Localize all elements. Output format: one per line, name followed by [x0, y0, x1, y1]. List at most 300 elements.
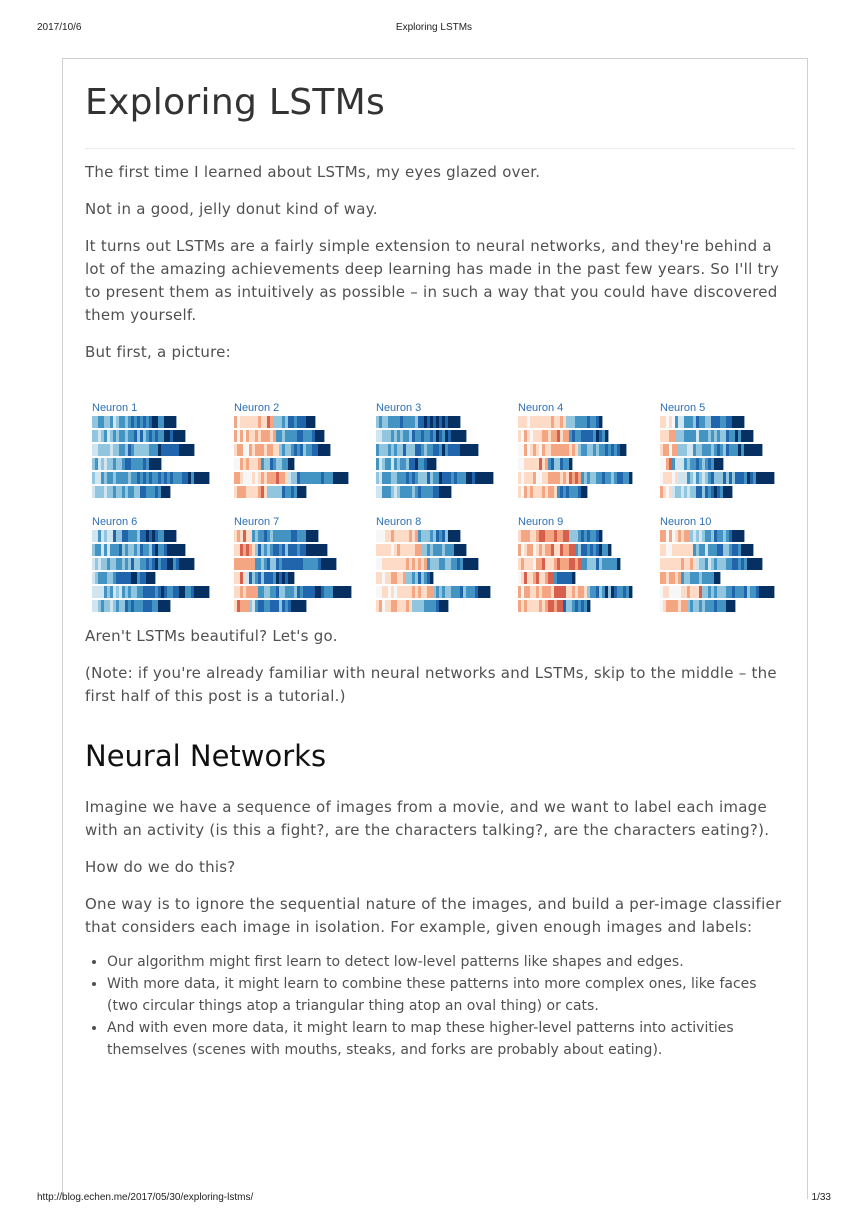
activation-cell [303, 430, 306, 442]
activation-cell [675, 586, 678, 598]
activation-cell [98, 572, 101, 584]
activation-cell [312, 444, 315, 456]
activation-cell [542, 430, 545, 442]
activation-cell [98, 416, 101, 428]
activation-cell [699, 444, 702, 456]
activation-cell [188, 558, 191, 570]
activation-cell [617, 558, 620, 570]
activation-cell [663, 458, 666, 470]
activation-cell [427, 416, 430, 428]
bullet-list [85, 951, 785, 1061]
activation-cell [158, 544, 161, 556]
activation-cell [678, 586, 681, 598]
activation-cell [693, 416, 696, 428]
activation-cell [530, 544, 533, 556]
activation-cell [267, 444, 270, 456]
activation-cell [261, 586, 264, 598]
activation-cell [149, 458, 152, 470]
activation-cell [448, 430, 451, 442]
activation-cell [382, 572, 385, 584]
activation-cell [717, 530, 720, 542]
activation-cell [412, 458, 415, 470]
activation-cell [137, 572, 140, 584]
activation-cell [107, 458, 110, 470]
activation-cell [122, 444, 125, 456]
activation-cell [533, 430, 536, 442]
activation-cell [445, 600, 448, 612]
activation-cell [738, 416, 741, 428]
activation-cell [623, 586, 626, 598]
activation-cell [536, 530, 539, 542]
activation-cell [484, 472, 487, 484]
activation-cell [717, 430, 720, 442]
activation-cell [252, 544, 255, 556]
activation-cell [110, 558, 113, 570]
activation-cell [750, 558, 753, 570]
neuron-heatmap [518, 416, 642, 506]
activation-cell [530, 416, 533, 428]
activation-cell [149, 416, 152, 428]
activation-cell [424, 416, 427, 428]
activation-cell [572, 586, 575, 598]
activation-cell [134, 458, 137, 470]
activation-cell [539, 544, 542, 556]
activation-cell [436, 416, 439, 428]
activation-cell [566, 486, 569, 498]
activation-cell [179, 430, 182, 442]
activation-cell [584, 530, 587, 542]
activation-cell [98, 544, 101, 556]
activation-cell [427, 444, 430, 456]
activation-cell [445, 558, 448, 570]
activation-cell [584, 472, 587, 484]
activation-cell [409, 430, 412, 442]
activation-cell [267, 416, 270, 428]
activation-cell [599, 544, 602, 556]
neuron-label: Neuron 1 [92, 402, 138, 414]
activation-cell [137, 416, 140, 428]
print-footer [0, 1192, 868, 1206]
activation-cell [669, 458, 672, 470]
activation-cell [412, 572, 415, 584]
activation-cell [173, 558, 176, 570]
activation-cell [714, 416, 717, 428]
activation-cell [699, 458, 702, 470]
activation-cell [246, 416, 249, 428]
activation-cell [149, 530, 152, 542]
activation-cell [521, 444, 524, 456]
activation-cell [128, 600, 131, 612]
activation-cell [729, 586, 732, 598]
activation-cell [660, 600, 663, 612]
activation-cell [282, 586, 285, 598]
activation-cell [711, 416, 714, 428]
activation-cell [711, 586, 714, 598]
activation-cell [708, 458, 711, 470]
activation-cell [560, 572, 563, 584]
activation-cell [255, 444, 258, 456]
neuron-heatmap [518, 530, 642, 620]
activation-cell [702, 458, 705, 470]
activation-cell [149, 586, 152, 598]
activation-cell [288, 530, 291, 542]
activation-cell [548, 444, 551, 456]
activation-cell [291, 458, 294, 470]
activation-cell [684, 416, 687, 428]
activation-cell [140, 486, 143, 498]
activation-cell [611, 472, 614, 484]
activation-cell [711, 530, 714, 542]
activation-cell [545, 558, 548, 570]
activation-cell [258, 600, 261, 612]
activation-cell [167, 586, 170, 598]
activation-cell [536, 558, 539, 570]
activation-cell [101, 600, 104, 612]
activation-cell [113, 444, 116, 456]
activation-cell [765, 586, 768, 598]
activation-cell [672, 458, 675, 470]
activation-cell [578, 530, 581, 542]
activation-cell [412, 444, 415, 456]
activation-cell [237, 586, 240, 598]
activation-cell [252, 416, 255, 428]
activation-cell [454, 444, 457, 456]
activation-cell [315, 472, 318, 484]
activation-cell [309, 530, 312, 542]
activation-cell [705, 600, 708, 612]
activation-cell [684, 430, 687, 442]
activation-cell [415, 600, 418, 612]
activation-cell [303, 472, 306, 484]
activation-cell [101, 558, 104, 570]
activation-cell [629, 472, 632, 484]
neuron-panel [660, 516, 784, 620]
activation-cell [587, 444, 590, 456]
activation-cell [125, 416, 128, 428]
activation-cell [660, 530, 663, 542]
activation-cell [294, 544, 297, 556]
activation-cell [261, 472, 264, 484]
activation-cell [669, 544, 672, 556]
activation-cell [140, 544, 143, 556]
activation-cell [161, 430, 164, 442]
activation-cell [255, 458, 258, 470]
activation-cell [572, 486, 575, 498]
activation-cell [140, 472, 143, 484]
activation-cell [436, 600, 439, 612]
activation-cell [98, 600, 101, 612]
activation-cell [720, 458, 723, 470]
activation-cell [687, 486, 690, 498]
neuron-heatmap [92, 416, 216, 506]
activation-cell [324, 472, 327, 484]
activation-cell [705, 430, 708, 442]
activation-cell [699, 530, 702, 542]
activation-cell [161, 586, 164, 598]
activation-cell [324, 586, 327, 598]
activation-cell [684, 530, 687, 542]
activation-cell [255, 430, 258, 442]
activation-cell [403, 458, 406, 470]
activation-cell [379, 472, 382, 484]
activation-cell [536, 416, 539, 428]
activation-cell [530, 586, 533, 598]
activation-cell [116, 430, 119, 442]
activation-cell [391, 558, 394, 570]
activation-cell [164, 600, 167, 612]
activation-cell [451, 444, 454, 456]
activation-cell [246, 600, 249, 612]
activation-cell [427, 544, 430, 556]
activation-cell [152, 430, 155, 442]
activation-cell [660, 544, 663, 556]
activation-cell [403, 572, 406, 584]
activation-cell [554, 416, 557, 428]
activation-cell [672, 444, 675, 456]
activation-cell [388, 472, 391, 484]
activation-cell [593, 444, 596, 456]
activation-cell [98, 530, 101, 542]
activation-cell [164, 416, 167, 428]
activation-cell [282, 472, 285, 484]
activation-cell [276, 544, 279, 556]
activation-cell [554, 486, 557, 498]
activation-cell [675, 530, 678, 542]
activation-cell [376, 430, 379, 442]
activation-cell [563, 530, 566, 542]
activation-cell [291, 586, 294, 598]
activation-cell [158, 530, 161, 542]
activation-cell [759, 444, 762, 456]
activation-cell [536, 586, 539, 598]
activation-cell [448, 444, 451, 456]
activation-cell [246, 430, 249, 442]
activation-cell [521, 458, 524, 470]
list-item: • Our algorithm might first learn to detect low-level patterns like shapes and edges. [107, 951, 785, 973]
activation-cell [188, 586, 191, 598]
activation-cell [684, 558, 687, 570]
activation-cell [593, 472, 596, 484]
activation-cell [388, 444, 391, 456]
activation-cell [270, 444, 273, 456]
activation-cell [258, 472, 261, 484]
activation-cell [122, 486, 125, 498]
activation-cell [333, 558, 336, 570]
activation-cell [403, 430, 406, 442]
activation-cell [143, 530, 146, 542]
activation-cell [282, 430, 285, 442]
activation-cell [726, 530, 729, 542]
activation-cell [762, 472, 765, 484]
activation-cell [584, 486, 587, 498]
activation-cell [533, 572, 536, 584]
activation-cell [237, 530, 240, 542]
activation-cell [684, 472, 687, 484]
activation-cell [539, 458, 542, 470]
activation-cell [279, 444, 282, 456]
activation-cell [747, 544, 750, 556]
activation-cell [388, 486, 391, 498]
activation-cell [457, 558, 460, 570]
activation-cell [590, 558, 593, 570]
activation-cell [599, 444, 602, 456]
activation-cell [303, 544, 306, 556]
activation-cell [143, 444, 146, 456]
activation-cell [234, 558, 237, 570]
activation-cell [397, 558, 400, 570]
activation-cell [122, 416, 125, 428]
activation-cell [412, 600, 415, 612]
activation-cell [95, 586, 98, 598]
activation-cell [711, 444, 714, 456]
activation-cell [182, 586, 185, 598]
activation-cell [551, 416, 554, 428]
activation-cell [92, 472, 95, 484]
activation-cell [264, 430, 267, 442]
activation-cell [400, 472, 403, 484]
activation-cell [418, 486, 421, 498]
activation-cell [530, 458, 533, 470]
activation-cell [702, 544, 705, 556]
activation-cell [134, 444, 137, 456]
activation-cell [675, 458, 678, 470]
activation-cell [518, 544, 521, 556]
activation-cell [261, 416, 264, 428]
activation-cell [110, 600, 113, 612]
activation-cell [554, 444, 557, 456]
activation-cell [119, 458, 122, 470]
activation-cell [433, 586, 436, 598]
activation-cell [376, 586, 379, 598]
neuron-heatmap [376, 416, 500, 506]
activation-cell [563, 586, 566, 598]
activation-cell [119, 572, 122, 584]
activation-cell [104, 486, 107, 498]
activation-cell [397, 416, 400, 428]
activation-cell [756, 444, 759, 456]
activation-cell [424, 530, 427, 542]
activation-cell [279, 430, 282, 442]
activation-cell [518, 572, 521, 584]
activation-cell [400, 430, 403, 442]
activation-cell [433, 416, 436, 428]
activation-cell [107, 544, 110, 556]
activation-cell [663, 544, 666, 556]
activation-cell [131, 444, 134, 456]
activation-cell [267, 558, 270, 570]
activation-cell [735, 472, 738, 484]
activation-cell [599, 586, 602, 598]
activation-cell [424, 544, 427, 556]
activation-cell [569, 558, 572, 570]
activation-cell [678, 544, 681, 556]
activation-cell [699, 558, 702, 570]
activation-cell [533, 530, 536, 542]
activation-cell [131, 486, 134, 498]
activation-cell [448, 530, 451, 542]
activation-cell [273, 416, 276, 428]
activation-cell [554, 430, 557, 442]
activation-cell [575, 586, 578, 598]
activation-cell [125, 600, 128, 612]
activation-cell [684, 600, 687, 612]
activation-cell [490, 472, 493, 484]
activation-cell [309, 544, 312, 556]
activation-cell [744, 444, 747, 456]
activation-cell [128, 430, 131, 442]
activation-cell [690, 600, 693, 612]
activation-cell [143, 544, 146, 556]
activation-cell [678, 530, 681, 542]
activation-cell [590, 416, 593, 428]
after-figure-paragraph-1: Aren't LSTMs beautiful? Let's go. [85, 627, 338, 645]
activation-cell [457, 444, 460, 456]
activation-cell [246, 586, 249, 598]
activation-cell [454, 586, 457, 598]
activation-cell [125, 472, 128, 484]
activation-cell [457, 544, 460, 556]
activation-cell [726, 486, 729, 498]
activation-cell [152, 600, 155, 612]
activation-cell [726, 444, 729, 456]
activation-cell [524, 472, 527, 484]
activation-cell [690, 572, 693, 584]
activation-cell [617, 444, 620, 456]
activation-cell [327, 558, 330, 570]
activation-cell [466, 472, 469, 484]
activation-cell [167, 472, 170, 484]
activation-cell [234, 600, 237, 612]
activation-cell [98, 486, 101, 498]
activation-cell [617, 472, 620, 484]
activation-cell [563, 458, 566, 470]
activation-cell [300, 416, 303, 428]
activation-cell [191, 558, 194, 570]
activation-cell [318, 472, 321, 484]
activation-cell [276, 430, 279, 442]
activation-cell [240, 600, 243, 612]
activation-cell [699, 472, 702, 484]
activation-cell [711, 558, 714, 570]
activation-cell [128, 416, 131, 428]
activation-cell [472, 472, 475, 484]
activation-cell [164, 486, 167, 498]
activation-cell [382, 544, 385, 556]
activation-cell [252, 444, 255, 456]
activation-cell [463, 472, 466, 484]
activation-cell [726, 600, 729, 612]
activation-cell [430, 472, 433, 484]
activation-cell [273, 444, 276, 456]
activation-cell [297, 544, 300, 556]
activation-cell [548, 530, 551, 542]
activation-cell [466, 558, 469, 570]
activation-cell [678, 458, 681, 470]
activation-cell [113, 572, 116, 584]
neuron-heatmap [376, 530, 500, 620]
activation-cell [675, 472, 678, 484]
activation-cell [687, 458, 690, 470]
activation-cell [566, 458, 569, 470]
activation-cell [336, 586, 339, 598]
activation-cell [729, 544, 732, 556]
activation-cell [119, 416, 122, 428]
activation-cell [521, 530, 524, 542]
activation-cell [693, 430, 696, 442]
activation-cell [246, 472, 249, 484]
activation-cell [421, 530, 424, 542]
activation-cell [155, 544, 158, 556]
